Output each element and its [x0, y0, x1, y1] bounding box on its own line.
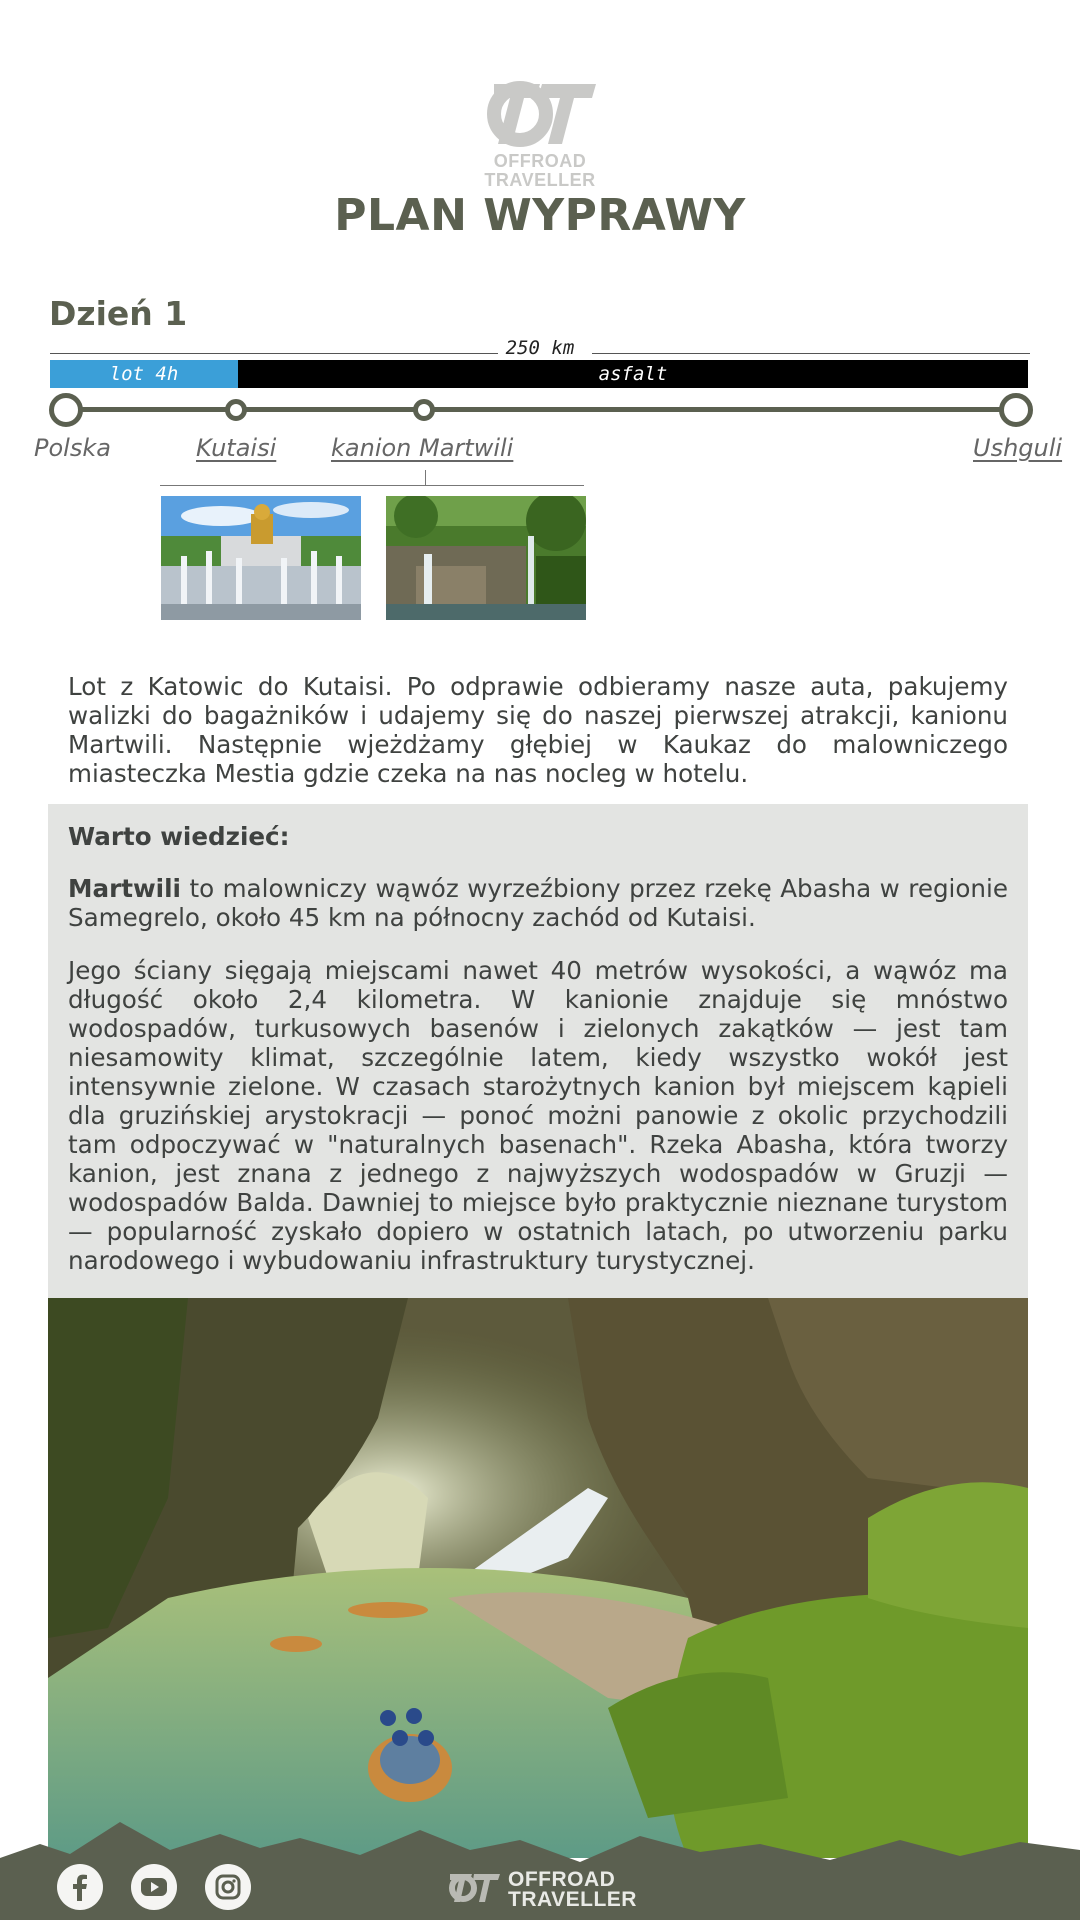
info-heading: Warto wiedzieć:: [68, 822, 290, 851]
offroad-traveller-logo: [480, 76, 600, 190]
footer-logo-text-line1: OFFROAD: [508, 1868, 616, 1891]
info-p1-bold: Martwili: [68, 874, 181, 903]
segment-flight: lot 4h: [50, 360, 238, 388]
route-node-polska: [49, 393, 83, 427]
info-p1-text: to malowniczy wąwóz wyrzeźbiony przez rzekę Abasha w regionie Samegrelo, około 45 km na północny zachód od Kutaisi.: [68, 874, 1008, 932]
martwili-waterfall-photo[interactable]: [386, 496, 586, 620]
route-line: [66, 407, 1016, 412]
info-paragraph-1: [68, 874, 1008, 932]
logo-text-traveller: TRAVELLER: [484, 170, 596, 190]
distance-line-left: [50, 353, 498, 354]
page-title: PLAN WYPRAWY: [334, 190, 746, 241]
route-node-ushguli: [999, 393, 1033, 427]
logo-text-offroad: OFFROAD: [493, 151, 587, 171]
distance-label: 250 km: [505, 337, 575, 359]
footer-logo-text-line2: TRAVELLER: [508, 1888, 637, 1911]
gallery-bracket: [160, 485, 584, 486]
footer-logo-text: [508, 1870, 637, 1910]
gallery-bracket-tick: [425, 470, 426, 485]
segment-road: asfalt: [238, 360, 1028, 388]
stop-label-polska: Polska: [34, 434, 111, 462]
route-node-martwili: [413, 399, 435, 421]
facebook-icon[interactable]: [57, 1864, 103, 1910]
stop-link-ushguli[interactable]: Ushguli: [973, 434, 1063, 462]
info-paragraph-2: Jego ściany sięgają miejscami nawet 40 metrów wysokości, a wąwóz ma długość około 2,4 kilometra. W kanionie znajduje się mnóstwo wodospadów, turkusowych basenów i zielonych zakątków — jest tam niesamowity klimat, szczególnie latem, kiedy wszystko wokół jest intensywnie zielone. W czasach starożytnych kanion był miejscem kąpieli dla gruzińskiej arystokracji — ponoć możni panowie z okolic przychodzili tam odpoczywać w "naturalnych basenach". Rzeka Abasha, która tworzy kanion, jest znana z jednego z najwyższych wodospadów w Gruzji — wodospadów Balda. Dawniej to miejsce było praktycznie nieznane turystom — popularność zyskało dopiero w ostatnich latach, po utworzeniu parku narodowego i wybudowaniu infrastruktury turystycznej.: [68, 956, 1008, 1275]
ot-logo-mark: [480, 76, 600, 152]
stop-link-kanion-martwili[interactable]: kanion Martwili: [331, 434, 514, 462]
route-node-kutaisi: [225, 399, 247, 421]
distance-line-right: [592, 353, 1030, 354]
youtube-icon[interactable]: [131, 1864, 177, 1910]
martwili-canyon-photo: [48, 1298, 1028, 1858]
day-description: Lot z Katowic do Kutaisi. Po odprawie odbieramy nasze auta, pakujemy walizki do bagażników i udajemy się do naszej pierwszej atrakcji, kanionu Martwili. Następnie wjeżdżamy głębiej w Kaukaz do malowniczego miasteczka Mestia gdzie czeka na nas nocleg w hotelu.: [68, 672, 1008, 788]
day-title: Dzień 1: [49, 294, 188, 333]
stop-link-kutaisi[interactable]: Kutaisi: [196, 434, 277, 462]
instagram-icon[interactable]: [205, 1864, 251, 1910]
kutaisi-fountain-photo[interactable]: [161, 496, 361, 620]
